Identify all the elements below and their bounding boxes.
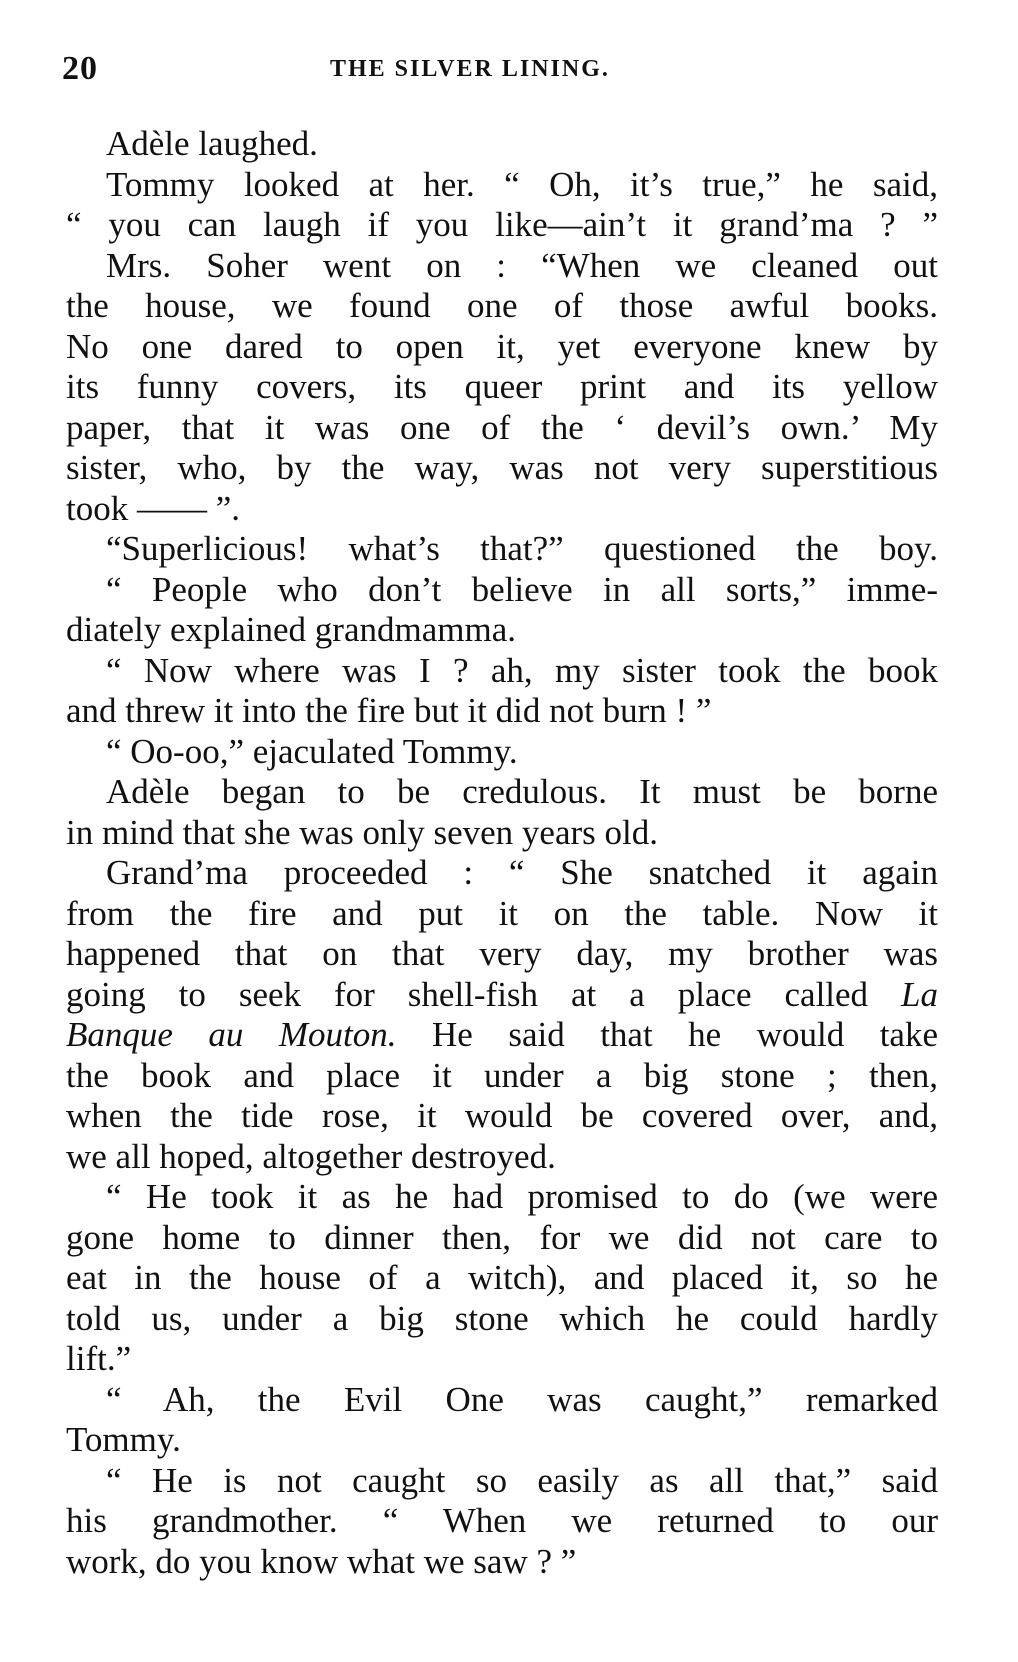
text-line: from the fire and put it on the table. Now it xyxy=(66,893,938,933)
text-line: told us, under a big stone which he could hardly xyxy=(66,1298,938,1338)
text-line: Tommy. xyxy=(66,1420,181,1459)
text-line: going to seek for shell-fish at a place called La xyxy=(66,974,938,1014)
text-line: Mrs. Soher went on : “When we cleaned out xyxy=(106,245,938,285)
body-text xyxy=(66,124,938,1582)
text-line: lift.” xyxy=(66,1339,132,1378)
text-line: “ Oo-oo,” ejaculated Tommy. xyxy=(106,731,518,771)
page-header xyxy=(62,50,940,90)
text-line: in mind that she was only seven years old. xyxy=(66,812,658,852)
text-line: when the tide rose, it would be covered over, and, xyxy=(66,1096,938,1135)
text-line: took —— ”. xyxy=(66,488,241,528)
text-line: “ you can laugh if you like—ain’t it grand’ma ? ” xyxy=(66,205,938,244)
italic-phrase: Banque au Mouton. xyxy=(66,1015,397,1054)
text-line: its funny covers, its queer print and its yellow xyxy=(66,367,938,406)
text-line: “Superlicious! what’s that?” questioned the boy. xyxy=(106,529,938,568)
text-line: Tommy looked at her. “ Oh, it’s true,” he said, xyxy=(106,164,938,204)
text-line: work, do you know what we saw ? ” xyxy=(66,1541,577,1581)
text-line: Adèle laughed. xyxy=(106,124,318,163)
text-line: Banque au Mouton. He said that he would take xyxy=(66,1015,938,1054)
text-line: paper, that it was one of the ‘ devil’s own.’ My xyxy=(66,407,938,447)
text-line: his grandmother. “ When we returned to our xyxy=(66,1501,938,1540)
text-line: we all hoped, altogether destroyed. xyxy=(66,1136,556,1176)
text-line: diately explained grandmamma. xyxy=(66,610,516,649)
text-line: gone home to dinner then, for we did not care to xyxy=(66,1217,938,1257)
text-line: Adèle began to be credulous. It must be borne xyxy=(106,772,938,811)
text-line: Grand’ma proceeded : “ She snatched it again xyxy=(106,853,938,892)
text-line: and threw it into the fire but it did not burn ! ” xyxy=(66,691,712,730)
text-line: “ Now where was I ? ah, my sister took the book xyxy=(106,650,938,690)
text-line: eat in the house of a witch), and placed it, so he xyxy=(66,1258,938,1297)
text-line: the book and place it under a big stone ; then, xyxy=(66,1055,938,1095)
running-title: THE SILVER LINING. xyxy=(330,56,610,82)
text-line: “ Ah, the Evil One was caught,” remarked xyxy=(106,1379,938,1419)
text-line: “ People who don’t believe in all sorts,” imme- xyxy=(106,569,938,609)
text-line: No one dared to open it, yet everyone knew by xyxy=(66,326,938,366)
text-line: the house, we found one of those awful books. xyxy=(66,286,938,325)
italic-phrase: La xyxy=(901,974,938,1014)
text-line: happened that on that very day, my brother was xyxy=(66,934,938,973)
text-line: “ He took it as he had promised to do (we were xyxy=(106,1177,938,1216)
page-number: 20 xyxy=(62,50,98,87)
text-line: “ He is not caught so easily as all that,” said xyxy=(106,1460,938,1500)
text-line: sister, who, by the way, was not very superstitious xyxy=(66,448,938,487)
